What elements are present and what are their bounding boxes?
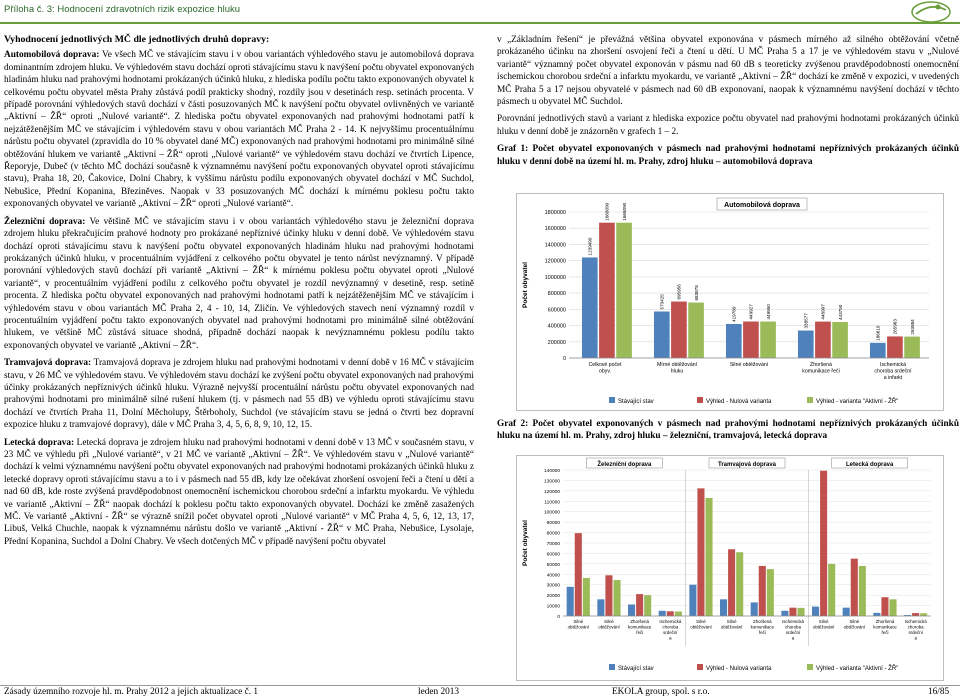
bar-value-label: 1239490 xyxy=(587,237,593,256)
group-title: Tramvajová doprava xyxy=(717,462,777,468)
legend-swatch xyxy=(807,664,813,670)
bar xyxy=(798,331,814,358)
bar xyxy=(912,613,919,616)
text-air: Letecká doprava je zdrojem hluku nad prahovými hodnotami v denní době v 13 MČ v současném stavu, v 23 MČ ve výhledu při „Nulové variantě“, v 21 MČ ve variantě „Aktivní – ŽŘ“. Ve výhledovém stavu v „Nulové variantě“ dochází k velmi významnému navýšení počtu obyvatel exponovaných nad prahovými hodnotami prokázaných účinků hluku z letecké dopravy oproti stávajícímu stavu a to i v pásmech nad 55 dB, kdy lze očekávat zhoršení osvojení řeči a čtení u dětí a nad 60 dB, kde roste zvýšená pravděpodobnost onemocnění ischemickou chorobou srdeční a infarktu myokardu. Ve výhledu ve variantě „Aktivní – ŽŘ“ naopak dochází k poklesu počtu takto exponovaných obyvatel. Dochází ke změně zasažených MČ. Ve variantě „Aktivní - ŽŘ“ se výrazně snížil počet obyvatel oproti „Nulové variantě“ v MČ Praha 4, 5, 6, 12, 13, 17, Libuš, Velká Chuchle, naopak k významnému nárůstu došlo ve variantě „Aktivní - ŽŘ“ v MČ Praha, Nebušice, Lysolaje, Přední Kopanina, Suchdol a Dolní Chabry. Ve všech dotčených MČ v případě navýšení počtu obyvatel xyxy=(4,437,474,547)
legend-swatch xyxy=(697,664,703,670)
x-tick-label: Zhoršená xyxy=(753,619,772,624)
bar xyxy=(812,607,819,616)
y-tick-label: 400000 xyxy=(547,323,566,330)
bar xyxy=(820,471,827,616)
bar xyxy=(789,608,796,616)
chart-rail-tram-air-svg xyxy=(517,456,943,680)
group-title: Železniční doprava xyxy=(597,462,652,468)
x-tick-label: obtěžování xyxy=(567,624,590,630)
legend-swatch xyxy=(807,397,813,403)
bar xyxy=(697,488,704,616)
lead-air: Letecká doprava: xyxy=(4,437,75,448)
bar xyxy=(781,611,788,616)
right-column-lower xyxy=(497,418,959,448)
bar xyxy=(726,324,742,358)
x-tick-label: Silné obtěžování xyxy=(729,362,769,368)
bar xyxy=(599,223,615,358)
legend-label: Výhled - Nulová varianta xyxy=(706,399,772,405)
x-tick-label: srdeční xyxy=(663,630,678,635)
footer-date: leden 2013 xyxy=(418,687,460,697)
y-tick-label: 60000 xyxy=(546,552,560,558)
figure-2-caption: Graf 2: Počet obyvatel exponovaných v pásmech nad prahovými hodnotami nepříznivých prokázaných účinků hluku na území hl. m. Prahy, zdroj hluku – železniční, tramvajová, letecká doprava xyxy=(497,419,959,442)
bar xyxy=(689,585,696,616)
bar xyxy=(815,322,831,358)
x-tick-label: Ischemická xyxy=(659,619,682,624)
x-tick-label: Zhoršená xyxy=(875,619,895,624)
y-tick-label: 40000 xyxy=(546,573,560,579)
figure-1-caption: Graf 1: Počet obyvatel exponovaných v pásmech nad prahovými hodnotami nepříznivých prokázaných účinků hluku v denní době na území hl. m. Prahy, zdroj hluku – automobilová doprava xyxy=(497,144,959,167)
paragraph-tram xyxy=(4,357,474,431)
legend-label: Výhled - varianta "Aktivní - ŽŘ" xyxy=(816,666,899,672)
y-tick-label: 140000 xyxy=(543,469,560,474)
y-tick-label: 800000 xyxy=(547,291,566,298)
x-tick-label: obtěžování xyxy=(843,624,866,630)
x-tick-label: choroba xyxy=(785,624,801,630)
footer-company: EKOLA group, spol. s r.o. xyxy=(612,687,710,697)
bar xyxy=(843,608,850,616)
bar xyxy=(870,343,886,358)
text-rail: Ve většině MČ ve stávajícím stavu i v obou variantách výhledového stavu je železniční doprava zdrojem hluku překračujícím prahové hodnoty pro prokázané nepříznivé účinky hluku v denní době. Ve výhledovém stavu dochází oproti stávajícímu stavu k navýšení počtu obyvatel exponovaných hladinám hluku nad prahovými hodnotami prokázaných účinků hluku, v procentuálním vyjádření z celkového počtu obyvatel je tento nárůst nevýznamný. V případě porovnání výhledových stavů dochází při variantě „Aktivní – ŽŘ“ k mírnému poklesu počtu obyvatel oproti „Nulové variantě“, v procentuálním vyjádření podílu z celkového počtu obyvatel je rozdíl nevýznamný v desetině, resp. setině procenta. Z hlediska počtu obyvatel exponovaných nad prahovými hodnotami patří k nejzátěženějším MČ ve stávajícím i výhledovém stavu v obou variantách MČ Praha 2, 4 - 10, 14, Zličín. Ve výhledových stavech není významný rozdíl v procentuálním vyjádření počtu takto exponovaných obyvatel nad prahovými hodnotami pro minimálně silné obtěžování hlukem, ve většině MČ zůstává situace shodná, případně dochází naopak k nevýznamnému poklesu podílu takto exponovaných obyvatel ve variantě „Aktivní – ŽŘ“. xyxy=(4,216,474,351)
y-tick-label: 1800000 xyxy=(544,210,566,216)
x-tick-label: choroba xyxy=(907,624,924,630)
lead-tram: Tramvajová doprava: xyxy=(4,358,92,369)
chart-rail-tram-air xyxy=(516,455,944,681)
y-tick-label: 50000 xyxy=(546,562,560,568)
legend-swatch xyxy=(697,397,703,403)
x-tick-label: Silné xyxy=(604,619,614,624)
bar-value-label: 263884 xyxy=(909,319,915,335)
x-tick-label: Silné xyxy=(696,619,706,624)
paragraph-automobile xyxy=(4,49,474,210)
bar xyxy=(920,613,927,616)
page-header xyxy=(0,0,960,26)
x-tick-label: a xyxy=(914,635,917,641)
paragraph-right-1: v „Základním řešení“ je převážná většina obyvatel exponována v pásmech mírného až silného obtěžování včetně prokázaného účinku na zhoršení osvojení řeči a čtení u dětí. U MČ Praha 5 a 17 je ve výhledovém stavu v „Nulové variantě“ významný počet obyvatel exponován v pásmu nad 60 dB s teoreticky zvýšenou pravděpodobností onemocnění ischemickou chorobou srdeční a infarktu myokardu, ve variantě „Aktivní – ŽŘ“ dochází ke změně v expozici, v uvedených MČ Praha 5 a 17 nejsou obyvatelé v pásmech nad 60 dB exponovaní, naopak k významnému navýšení dochází v těchto pásmech u obyvatel MČ Suchdol. xyxy=(497,35,959,108)
y-tick-label: 70000 xyxy=(546,542,560,547)
bar xyxy=(832,322,848,358)
bar xyxy=(859,566,866,616)
x-tick-label: komunikace xyxy=(750,624,775,630)
x-tick-label: Ischemická xyxy=(880,362,906,368)
y-tick-label: 1000000 xyxy=(544,274,566,281)
y-tick-label: 1600000 xyxy=(544,226,566,233)
bar xyxy=(605,575,612,616)
y-tick-label: 110000 xyxy=(544,500,560,506)
y-tick-label: 0 xyxy=(562,356,566,362)
bar xyxy=(583,578,590,616)
bar xyxy=(675,612,682,616)
x-tick-label: Ischemická xyxy=(782,619,804,624)
bar xyxy=(828,564,835,616)
bar xyxy=(736,552,743,616)
bar xyxy=(597,599,604,616)
bar xyxy=(613,580,620,616)
bar xyxy=(705,498,712,616)
x-tick-label: řeči xyxy=(881,630,889,635)
x-tick-label: Ischemická xyxy=(904,619,927,624)
bar xyxy=(904,337,920,358)
bar xyxy=(873,613,880,616)
bar xyxy=(751,602,758,616)
bar-value-label: 449950 xyxy=(765,304,771,320)
chart-automobile-svg xyxy=(517,194,943,410)
x-tick-label: komunikace xyxy=(873,624,897,630)
bar-value-label: 419789 xyxy=(731,306,737,322)
right-column xyxy=(497,34,959,173)
y-tick-label: 1400000 xyxy=(544,242,566,249)
section-heading: Vyhodnocení jednotlivých MČ dle jednotlivých druhů dopravy: xyxy=(4,34,270,45)
y-axis-title: Počet obyvatel xyxy=(522,520,529,566)
bar xyxy=(759,566,766,616)
x-tick-label: komunikace řeči xyxy=(802,368,840,375)
x-tick-label: obtěžování xyxy=(690,624,712,630)
paragraph-air xyxy=(4,437,474,549)
bar xyxy=(887,336,903,358)
x-tick-label: srdeční xyxy=(908,630,923,635)
bar xyxy=(636,594,643,616)
legend-swatch xyxy=(609,397,615,403)
y-tick-label: 130000 xyxy=(543,479,560,485)
bar-value-label: 683878 xyxy=(693,285,699,301)
x-tick-label: a xyxy=(669,635,672,641)
x-tick-label: Zhoršená xyxy=(810,362,832,368)
x-tick-label: a infarkt xyxy=(883,375,903,381)
bar xyxy=(760,322,776,358)
x-tick-label: Silné xyxy=(726,619,737,624)
bar xyxy=(720,599,727,616)
footer-page-number: 16/85 xyxy=(928,687,950,697)
legend-label: Výhled - Nulová varianta xyxy=(706,666,772,672)
bar-value-label: 338577 xyxy=(803,313,809,329)
x-tick-label: choroba xyxy=(662,624,679,630)
paragraph-right-2: Porovnání jednotlivých stavů a variant z hlediska expozice počtu obyvatel nad prahovými hodnotami prokázaných účinků hluku v denní době je znázorněn v grafech 1 – 2. xyxy=(497,114,959,137)
paragraph-rail xyxy=(4,216,474,352)
x-tick-label: obtěžování xyxy=(812,624,835,630)
x-tick-label: Silné xyxy=(818,619,829,624)
x-tick-label: hluku xyxy=(670,368,684,375)
bar-value-label: 695956 xyxy=(676,284,682,300)
y-axis-title: Počet obyvatel xyxy=(522,262,529,308)
x-tick-label: řeči xyxy=(758,630,766,635)
bar xyxy=(671,302,687,358)
legend-swatch xyxy=(609,664,615,670)
x-tick-label: komunikace xyxy=(627,624,652,630)
lead-automobile: Automobilová doprava: xyxy=(4,50,100,61)
bar xyxy=(881,597,888,616)
bar xyxy=(889,599,896,616)
x-tick-label: srdeční xyxy=(785,630,801,635)
y-tick-label: 120000 xyxy=(543,489,560,495)
bar xyxy=(654,311,670,358)
legend-label: Stávající stav xyxy=(618,399,654,405)
left-column xyxy=(4,34,474,553)
header-title: Příloha č. 3: Hodnocení zdravotních rizik expozice hluku xyxy=(4,4,241,15)
y-tick-label: 20000 xyxy=(546,594,560,600)
bar-value-label: 449927 xyxy=(748,304,754,320)
bar-value-label: 1668090 xyxy=(621,202,627,221)
y-tick-label: 100000 xyxy=(543,510,560,516)
x-tick-label: obtěžování xyxy=(598,624,620,630)
y-tick-label: 80000 xyxy=(546,531,560,537)
bar-value-label: 443750 xyxy=(837,304,843,321)
bar-value-label: 186610 xyxy=(875,325,881,341)
bar-value-label: 573425 xyxy=(659,294,665,310)
x-tick-label: Zhoršená xyxy=(630,619,649,624)
y-tick-label: 1200000 xyxy=(544,258,566,265)
x-tick-label: Mírné obtěžování xyxy=(656,362,698,368)
x-tick-label: Celkové počet xyxy=(588,362,622,368)
bar xyxy=(851,559,858,616)
x-tick-label: řeči xyxy=(636,630,644,635)
bar xyxy=(567,587,574,616)
bar xyxy=(582,257,598,358)
bar xyxy=(667,611,674,616)
y-tick-label: 30000 xyxy=(546,583,560,589)
chart-title: Automobilová doprava xyxy=(724,202,800,209)
chart-automobile xyxy=(516,193,944,411)
header-rule xyxy=(0,22,960,24)
bar-value-label: 448997 xyxy=(820,304,826,320)
x-tick-label: obtěžování xyxy=(720,624,743,630)
bar xyxy=(728,549,735,616)
text-tram: Tramvajová doprava je zdrojem hluku nad prahovými hodnotami v denní době v 16 MČ v stávajícím stavu, v 26 MČ ve výhledovém stavu. Ve výhledovém stavu dochází ke zvýšení počtu obyvatel exponovaných nad prahovými účinky prokázaných nepříznivých účinků hluku. Výrazně nejvyšší procentuální nárůstu počtu obyvatel exponovaných nad prahovými hodnotami pro minimálně silné rušení hlukem (tj. v pásmech nad 55 dB) ve výhledu oproti stávajícímu stavu dochází ve čtvrtích Praha 11, Dolní Měcholupy, Štěrboholy, Suchdol (ve stávajícím stavu se jedná o čtvrti bez dopravní expozice hluku z tramvajové dopravy), dále v MČ Praha 3, 4, 5, 6, 8, 9, 10, 12, 15. xyxy=(4,358,474,431)
text-automobile: Ve všech MČ ve stávajícím stavu i v obou variantách výhledového stavu je automobilová doprava dominantním zdrojem hluku. Ve výhledovém stavu dochází oproti stávajícímu stavu k navýšení počtu obyvatel exponovaných hladinám hluku nad prahovými hodnotami prokázaných účinků hluku, z hlediska podílu počtu takto exponovaných obyvatel k celkovému počtu obyvatel města Prahy zůstává podíl prakticky shodný, rozdíly jsou v desetinách resp. setinách procenta. V případě porovnání výhledových stavů dochází v části posuzovaných MČ k navýšení počtu obyvatel ovlivněných ve variantě „Aktivní – ŽŘ“ oproti „Nulové variantě“. Z hlediska počtu obyvatel exponovaných nad prahovými hodnotami patří k nejzátěženějším MČ ve stávajícím i výhledovém stavu v obou variantách MČ Praha 2 - 14. K nejvyššímu procentuálnímu nárůstu počtu obyvatel (zpravidla do 10 % obyvatel dané MČ) exponovaných nad prahovými hodnotami pro minimálně silné obtěžování hlukem ve variantě „Aktivní – ŽŘ“ oproti „Nulové variantě“ ve výhledovém stavu dochází ve čtvrtích Lipence, Řeporyje, Dubeč (v těchto MČ dochází současně k významnému navýšení počtu exponovaných obyvatel oproti stávajícímu stavu), Praha 18, 20, Čakovice, Dolní Chabry, k vyššímu nárůstu podílu exponovaných obyvatel dochází v MČ Suchdol, Nebušice, Přední Kopanina, Březiněves. Naopak v 33 posuzovaných MČ dochází k mírnému poklesu počtu takto exponovaných obyvatel ve variantě „Aktivní – ŽŘ“ oproti „Nulové variantě“. xyxy=(4,50,474,210)
bar xyxy=(616,223,632,358)
x-tick-label: Silné xyxy=(573,619,584,624)
bar xyxy=(743,322,759,358)
bar xyxy=(575,533,582,616)
y-tick-label: 90000 xyxy=(546,521,560,527)
y-tick-label: 10000 xyxy=(546,604,560,610)
x-tick-label: obyv. xyxy=(598,368,612,375)
bar xyxy=(688,303,704,358)
group-title: Letecká doprava xyxy=(845,462,894,468)
y-tick-label: 200000 xyxy=(547,339,566,346)
footer-document-title: Zásady územního rozvoje hl. m. Prahy 2012 a jejich aktualizace č. 1 xyxy=(4,687,259,697)
y-tick-label: 0 xyxy=(557,615,560,620)
x-tick-label: a xyxy=(791,635,795,641)
bar-value-label: 1668090 xyxy=(604,202,610,221)
x-tick-label: choroba srdeční xyxy=(874,368,912,375)
ekola-logo-icon xyxy=(910,0,952,24)
bar xyxy=(628,605,635,616)
x-tick-label: Silné xyxy=(849,619,860,624)
bar xyxy=(659,611,666,616)
legend-label: Stávající stav xyxy=(618,666,654,672)
bar-value-label: 265963 xyxy=(892,319,898,335)
y-tick-label: 600000 xyxy=(547,307,566,314)
bar xyxy=(797,608,804,616)
page-footer xyxy=(0,685,960,699)
lead-rail: Železniční doprava: xyxy=(4,216,86,227)
bar xyxy=(767,569,774,616)
legend-label: Výhled - varianta "Aktivní - ŽŘ" xyxy=(816,399,899,405)
bar xyxy=(644,595,651,616)
